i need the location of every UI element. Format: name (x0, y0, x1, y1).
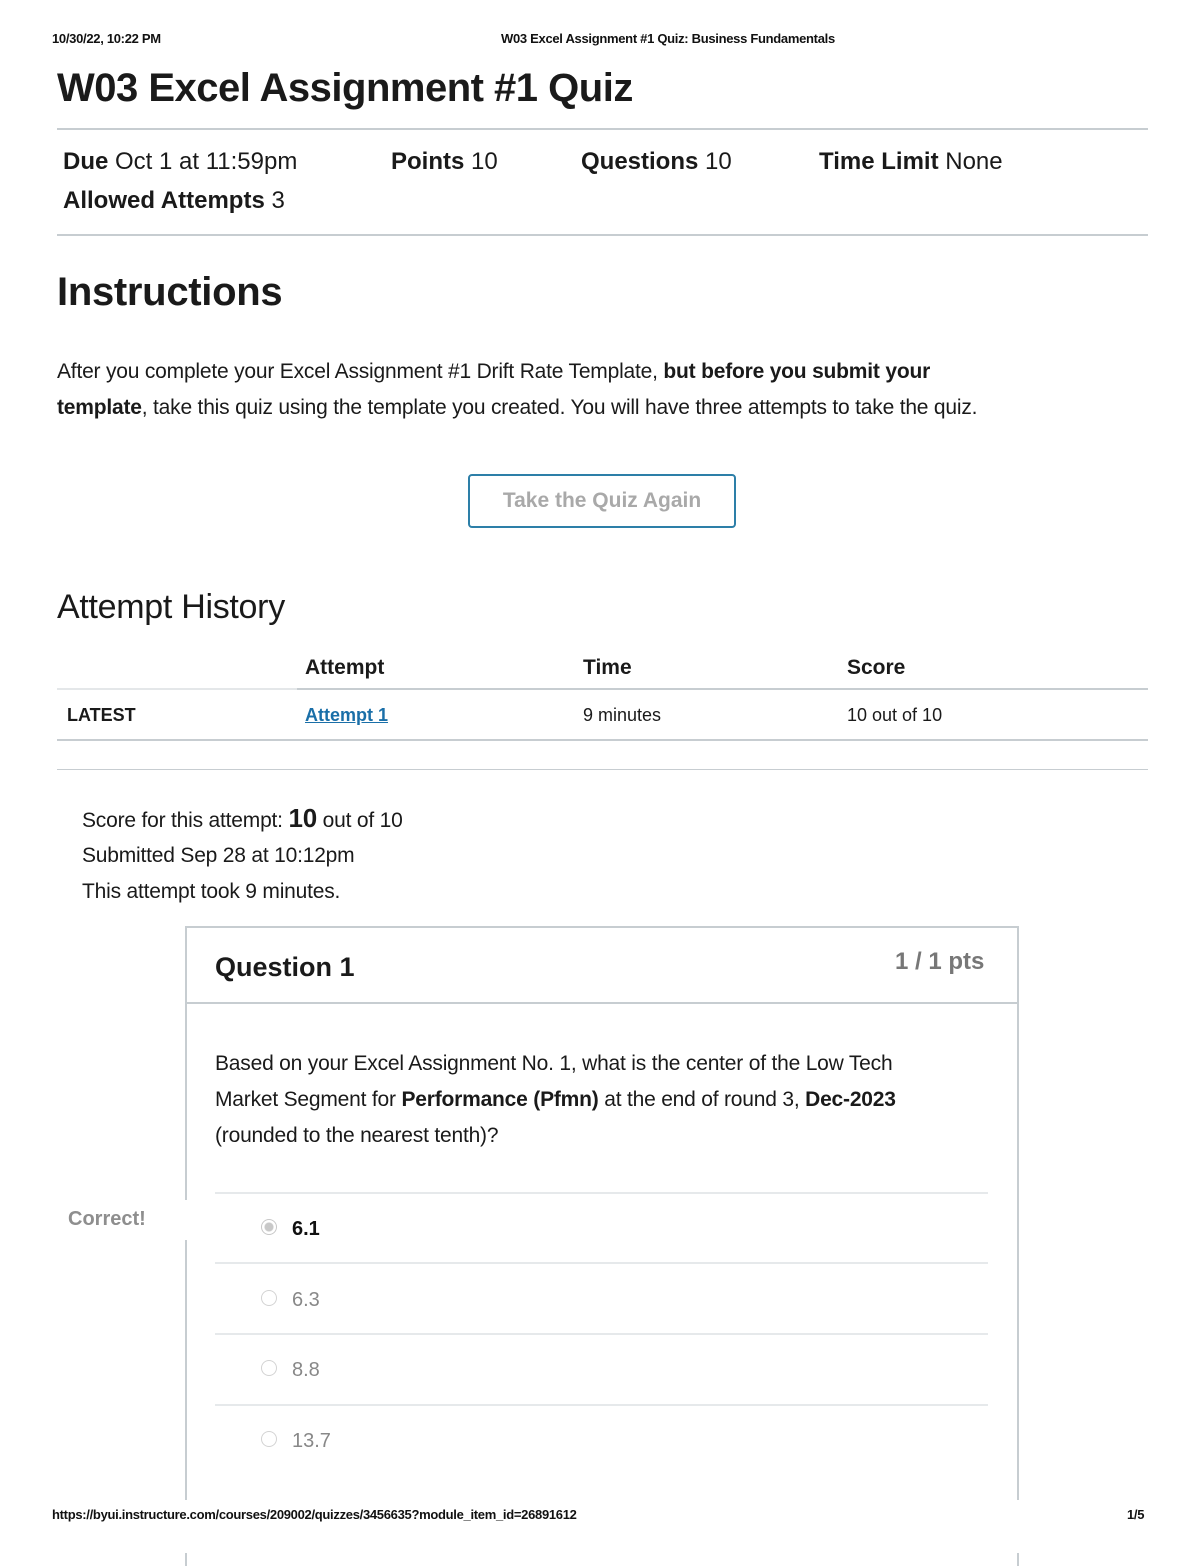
attempt-history-heading: Attempt History (57, 588, 285, 626)
question-text-bold: Performance (Pfmn) (401, 1088, 599, 1111)
question-title: Question 1 (215, 952, 355, 982)
instructions-text (57, 354, 1157, 426)
answer-label: 8.8 (292, 1359, 320, 1381)
latest-tag: LATEST (67, 705, 136, 725)
questions-info (581, 148, 732, 176)
column-header-score: Score (847, 656, 906, 679)
points-value: 10 (471, 148, 498, 175)
score-value: 10 (288, 803, 317, 833)
answer-divider (215, 1262, 988, 1264)
attempt-1-link[interactable]: Attempt 1 (305, 705, 389, 725)
answer-divider (215, 1333, 988, 1335)
time-limit-label: Time Limit (819, 148, 939, 175)
radio-icon[interactable] (261, 1431, 277, 1447)
answer-label: 6.3 (292, 1289, 320, 1311)
attempts-info (63, 187, 285, 215)
score-suffix: out of 10 (316, 809, 403, 832)
column-header-attempt: Attempt (305, 656, 385, 679)
instructions-text-bold: but before you submit your (663, 360, 931, 383)
points-label: Points (391, 148, 465, 175)
points-info (391, 148, 498, 176)
score-prefix: Score for this attempt: (82, 809, 289, 832)
time-limit-value: None (945, 148, 1003, 175)
question-text-part: (rounded to the nearest tenth)? (215, 1124, 499, 1147)
questions-label: Questions (581, 148, 699, 175)
due-value: Oct 1 at 11:59pm (115, 148, 298, 175)
radio-selected-icon[interactable] (261, 1219, 277, 1235)
question-text-bold: Dec-2023 (805, 1088, 896, 1111)
attempts-label: Allowed Attempts (63, 187, 265, 214)
print-doc-title: W03 Excel Assignment #1 Quiz: Business Fundamentals (501, 31, 835, 46)
print-page-number: 1/5 (1127, 1507, 1145, 1522)
divider (57, 769, 1148, 770)
radio-icon[interactable] (261, 1360, 277, 1376)
instructions-text-bold: template (57, 396, 142, 419)
attempt-time: 9 minutes (583, 705, 662, 725)
question-points: 1 / 1 pts (895, 948, 985, 975)
questions-value: 10 (705, 148, 732, 175)
table-header-rule (57, 688, 297, 690)
question-text-part: at the end of round 3, (598, 1088, 806, 1111)
page-title: W03 Excel Assignment #1 Quiz (57, 66, 633, 110)
print-url: https://byui.instructure.com/courses/209002/quizzes/3456635?module_item_id=26891612 (52, 1507, 577, 1522)
score-summary (82, 803, 403, 834)
due-info (63, 148, 297, 176)
submitted-info: Submitted Sep 28 at 10:12pm (82, 844, 355, 867)
column-header-time: Time (583, 656, 632, 679)
divider (57, 739, 1148, 741)
due-label: Due (63, 148, 109, 175)
take-quiz-again-button[interactable]: Take the Quiz Again (468, 474, 736, 528)
correct-label: Correct! (68, 1208, 146, 1230)
answer-label: 6.1 (292, 1218, 320, 1240)
question-text-part: Based on your Excel Assignment No. 1, what is the center of the Low Tech Market Segment for (215, 1052, 893, 1111)
instructions-heading: Instructions (57, 270, 283, 314)
radio-icon[interactable] (261, 1290, 277, 1306)
divider (57, 128, 1148, 130)
correct-marker-background (150, 1200, 190, 1240)
table-header-rule (297, 688, 1148, 690)
answer-divider (215, 1192, 988, 1194)
answer-divider (215, 1404, 988, 1406)
question-card (185, 926, 1019, 1566)
time-limit-info (819, 148, 1003, 176)
instructions-text-part: After you complete your Excel Assignment #1 Drift Rate Template, (57, 360, 664, 383)
question-text (215, 1046, 955, 1154)
attempt-duration: This attempt took 9 minutes. (82, 880, 341, 903)
attempt-score: 10 out of 10 (847, 705, 943, 725)
print-datetime: 10/30/22, 10:22 PM (52, 31, 161, 46)
answer-label: 13.7 (292, 1430, 331, 1452)
divider (57, 234, 1148, 236)
instructions-text-part: , take this quiz using the template you created. You will have three attempts to take the quiz. (141, 396, 978, 419)
attempts-value: 3 (271, 187, 285, 214)
